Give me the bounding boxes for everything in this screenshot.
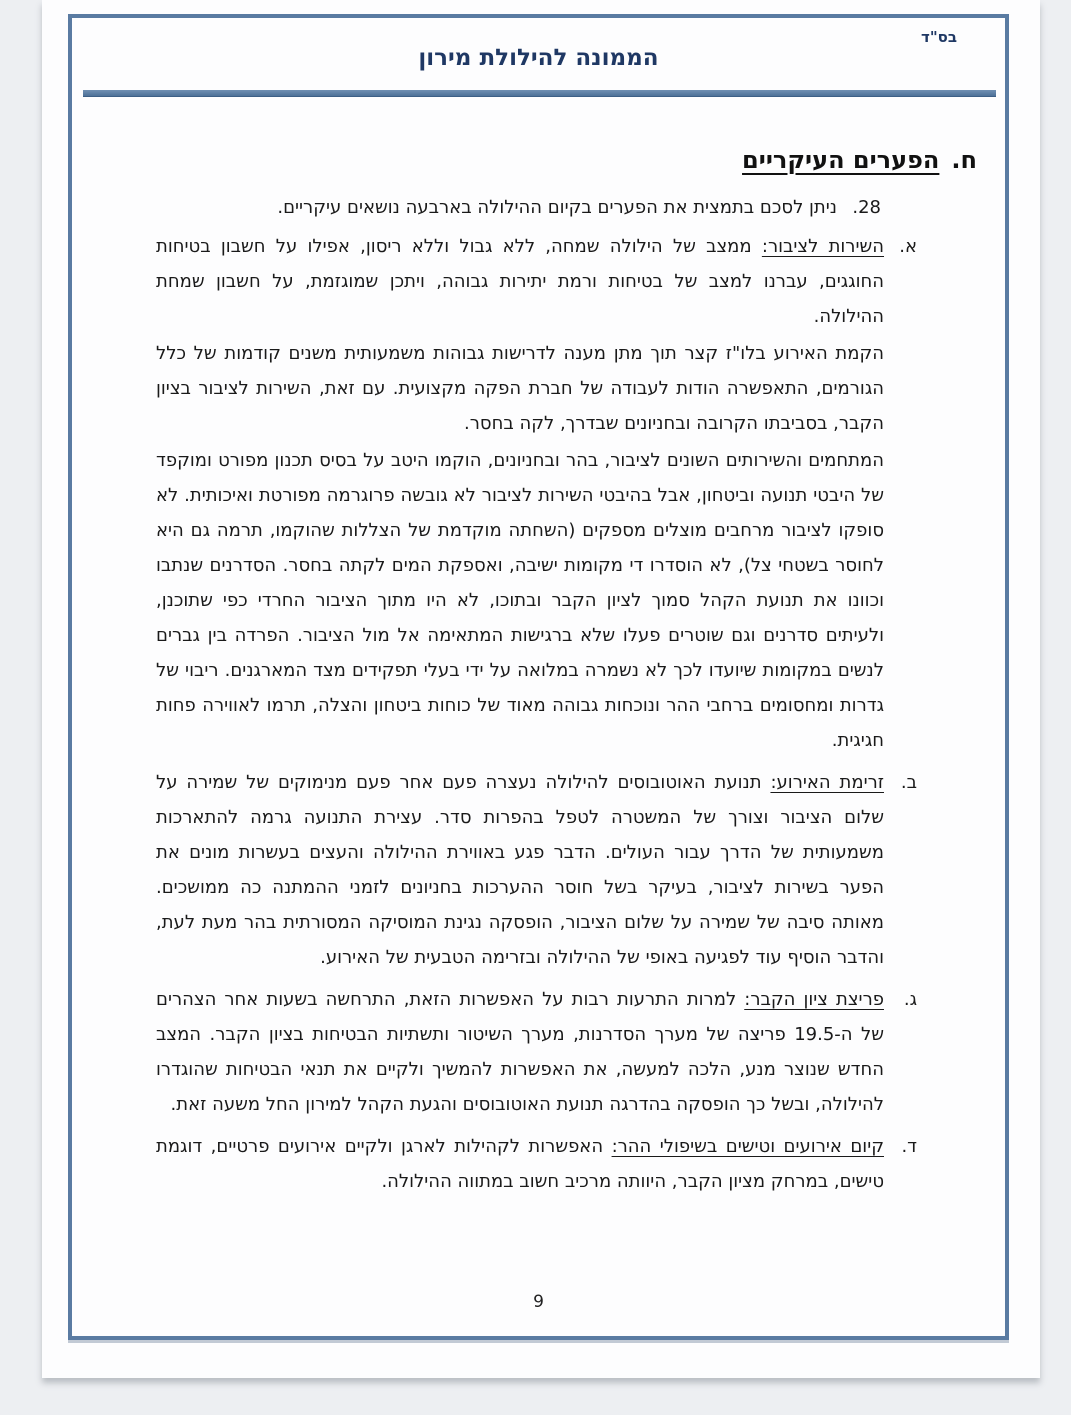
paragraph: המתחמים והשירותים השונים לציבור, בהר ובחניונים, הוקמו היטב על בסיס תכנון מפורט ומוקפד של היבטי תנועה וביטחון, אבל בהיבטי השירות לציבור לא גובשה פרוגרמה מפורטת ואיכותית. לא סופקו לציבור מרחבים מוצלים מספקים (השחתה מוקדמת של הצללות שהוקמו, תרמה גם היא לחוסר בשטחי צל), לא הוסדרו די מקומות ישיבה, ואספקת המים לקתה בחסר. הסדרנים שנתבו וכוונו את תנועת הקהל סמוך לציון הקבר ובתוכו, לא היו מתוך הציבור החרדי כפי שתוכנן, ולעיתים סדרנים וגם שוטרים פעלו שלא ברגישות המתאימה אל מול הציבור. הפרדה בין גברים לנשים במקומות שיועדו לכך לא נשמרה במלואה על ידי בעלי תפקידים מצד המארגנים. ריבוי של גדרות ומחסומים ברחבי ההר ונוכחות גבוהה מאוד של כוחות ביטחון והצלה, תרמו לאווירה פחות חגיגית. (156, 450, 884, 751)
paragraph-text: ממצב של הילולה שמחה, ללא גבול וללא ריסון, אפילו על חשבון בטיחות החוגגים, עברנו למצב של בטיחות ורמת יתירות גבוהה, ויתכן שמוגזמת, על חשבון שמחת ההילולה. (156, 236, 884, 327)
paragraph (156, 1129, 884, 1199)
list-item-aleph-body (156, 229, 884, 760)
paragraph (156, 229, 884, 334)
lead-in-label: זרימת האירוע: (770, 772, 884, 793)
document-page (42, 0, 1040, 1378)
page-body (80, 144, 999, 1206)
header-divider-bar (83, 90, 996, 97)
list-item-bet-body (156, 765, 884, 977)
section-heading (80, 144, 999, 176)
bsd-mark: בס"ד (921, 28, 957, 46)
lead-in-label: פריצת ציון הקבר: (744, 989, 884, 1010)
page-border-frame (68, 14, 1009, 1340)
list-item-aleph (156, 229, 917, 760)
paragraph-text: תנועת האוטובוסים להילולה נעצרה פעם אחר פעם מנימוקים של שמירה על שלום הציבור וצורך של המשטרה לטפל בהפרות סדר. עצירת התנועה גרמה להתארכות משמעותית של הדרך עבור העולים. הדבר פגע באווירת ההילולה והעצים בעשרות מונים את הפער בשירות לציבור, בעיקר בשל חוסר ההערכות בחניונים לזמני ההמתנה כה ממושכים. מאותה סיבה של שמירה על שלום הציבור, הופסקה נגינת המוסיקה המסורתית בהר מעת לעת, והדבר הוסיף עוד לפגיעה באופי של ההילולה ובזרימה הטבעית של האירוע. (156, 772, 884, 968)
paragraph-text: האפשרות לקהילות לארגן ולקיים אירועים פרטיים, דוגמת טישים, במרחק מציון הקבר, היוותה מרכיב חשוב במתווה ההילולה. (156, 1136, 884, 1192)
list-item-dalet-body (156, 1129, 884, 1201)
paragraph (156, 982, 884, 1122)
paragraph-28 (80, 190, 999, 225)
paragraph-28-text: ניתן לסכם בתמצית את הפערים בקיום ההילולה בארבעה נושאים עיקריים. (277, 197, 837, 218)
list-item-bet-marker: ב. (900, 772, 917, 793)
list-item-aleph-marker: א. (899, 236, 917, 257)
section-number: ח. (951, 146, 977, 174)
list-item-bet (156, 765, 917, 977)
list-item-gimel-marker: ג. (903, 989, 917, 1010)
findings-list (80, 229, 999, 1201)
paragraph (156, 765, 884, 975)
paragraph-28-number: 28. (852, 197, 881, 218)
section-title: הפערים העיקריים (742, 146, 940, 174)
list-item-dalet-marker: ד. (901, 1136, 917, 1157)
paragraph-text: למרות התרעות רבות על האפשרות הזאת, התרחשה בשעות אחר הצהרים של ה-19.5 פריצה של מערך הסדרנות, מערך השיטור ותשתיות הבטיחות בציון הקבר. המצב החדש שנוצר מנע, הלכה למעשה, את האפשרות להמשיך ולקיים את תנאי הבטיחות שהוגדרו להילולה, ובשל כך הופסקה בהדרגה תנועת האוטובוסים והגעת הקהל למירון החל משעה זאת. (156, 989, 884, 1115)
lead-in-label: השירות לציבור: (761, 236, 885, 257)
page-number: 9 (533, 1292, 544, 1312)
list-item-dalet (156, 1129, 917, 1201)
lead-in-label: קיום אירועים וטישים בשיפולי ההר: (611, 1136, 884, 1157)
paragraph: הקמת האירוע בלו"ז קצר תוך מתן מענה לדרישות גבוהות משמעותית משנים קודמות של כלל הגורמים, התאפשרה הודות לעבודה של חברת הפקה מקצועית. עם זאת, השירות לציבור בציון הקבר, בסביבתו הקרובה ובחניונים שבדרך, לקה בחסר. (156, 343, 884, 434)
document-title: הממונה להילולת מירון (418, 45, 659, 71)
list-item-gimel (156, 982, 917, 1124)
list-item-gimel-body (156, 982, 884, 1124)
